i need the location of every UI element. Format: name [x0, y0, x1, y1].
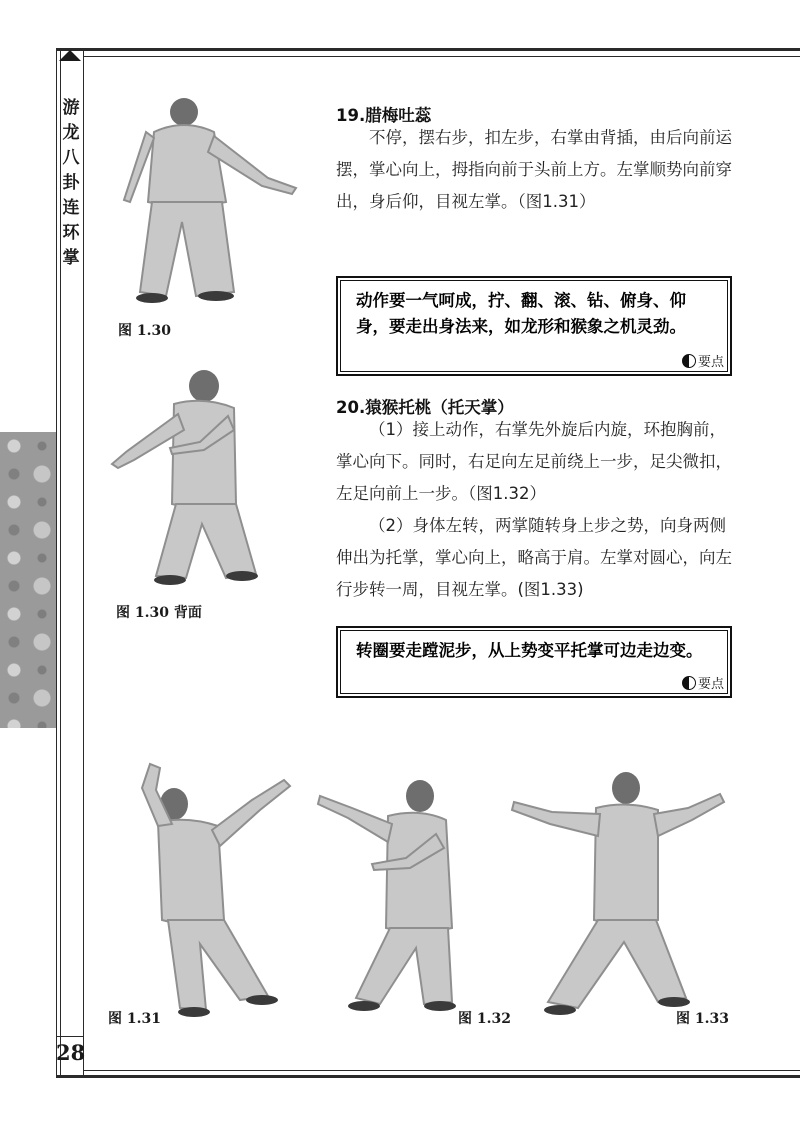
section-20-paragraph-2: （2）身体左转，两掌随转身上步之势，向身两侧伸出为托掌，掌心向上，略高于肩。左掌对圆心，向左行步转一周，目视左掌。(图1.33) — [336, 516, 732, 599]
section-20-paragraph-1: （1）接上动作，右掌先外旋后内旋，环抱胸前，掌心向下。同时，右足向左足前绕上一步，足尖微扣，左足向前上一步。（图1.32） — [336, 420, 732, 503]
frame-inner-top-line — [84, 56, 800, 57]
section-19-title: 19.腊梅吐蕊 — [336, 106, 432, 125]
book-side-title: 游龙八卦连环掌 — [62, 98, 80, 268]
section-19-tip-label: 要点 — [697, 355, 724, 370]
figure-1-30-photo — [118, 92, 308, 312]
section-20-title: 20.猿猴托桃（托天掌） — [336, 398, 514, 417]
figure-1-30-front-photo — [108, 364, 268, 592]
figure-1-32-photo — [316, 778, 466, 1022]
up-arrow-icon — [59, 50, 81, 61]
frame-inner-bottom-line — [84, 1070, 800, 1071]
figure-1-32-caption: 图 1.32 — [458, 1011, 511, 1027]
yin-yang-icon — [682, 354, 696, 368]
section-19-tip-tag — [682, 351, 724, 370]
figure-1-33-caption: 图 1.33 — [676, 1011, 729, 1027]
section-20-tip-tag — [682, 673, 724, 692]
page-number: 28 — [56, 1040, 86, 1065]
side-divider — [56, 1036, 84, 1037]
figure-1-30-caption: 图 1.30 — [118, 323, 171, 339]
figure-1-31-caption: 图 1.31 — [108, 1011, 161, 1027]
figure-1-33-photo — [508, 766, 728, 1022]
section-20-tip-label: 要点 — [697, 677, 724, 692]
section-19-paragraph: 不停，摆右步，扣左步，右掌由背插，由后向前运摆，掌心向上，拇指向前于头前上方。左掌顺势向前穿出，身后仰，目视左掌。（图1.31） — [336, 128, 732, 211]
section-20-tip-box — [336, 626, 732, 698]
figure-1-30-back-caption: 图 1.30 背面 — [116, 605, 202, 621]
damask-pattern-strip — [0, 432, 56, 728]
figure-1-31-photo — [128, 760, 298, 1022]
section-19-tip-box — [336, 276, 732, 376]
yin-yang-icon — [682, 676, 696, 690]
section-19-tip-text: 动作要一气呵成，拧、翻、滚、钻、俯身、仰身，要走出身法来，如龙形和猴象之机灵劲。 — [356, 291, 686, 336]
section-20-tip-text: 转圈要走蹚泥步，从上势变平托掌可边走边变。 — [356, 641, 703, 660]
